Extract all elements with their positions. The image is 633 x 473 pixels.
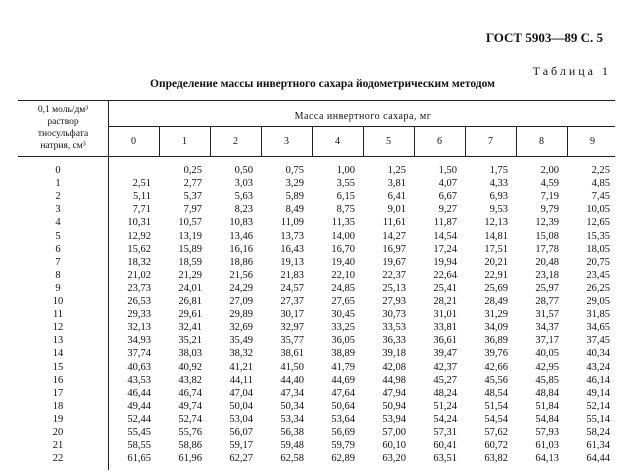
- table-cell: 40,34: [586, 348, 610, 360]
- column-header-7: 7: [488, 136, 493, 147]
- table-cell: 24,57: [280, 282, 304, 294]
- table-cell: 4,07: [438, 178, 457, 190]
- table-cell: 57,93: [535, 427, 559, 438]
- document-header: ГОСТ 5903—89 С. 5: [485, 30, 603, 45]
- table-cell: 26,53: [127, 296, 151, 307]
- table-cell: 63,51: [433, 453, 457, 465]
- row-volume: 9: [55, 282, 61, 294]
- row-header-line-1: 0,1 моль/дм³: [37, 105, 89, 115]
- table-cell: 19,40: [331, 256, 355, 268]
- table-cell: 57,62: [484, 427, 508, 438]
- table-cell: 60,72: [484, 440, 508, 452]
- table-cell: 7,19: [540, 191, 559, 203]
- table-cell: 18,59: [178, 256, 202, 268]
- table-cell: 29,89: [229, 309, 253, 321]
- table-cell: 10,83: [229, 217, 253, 229]
- table-cell: 57,00: [382, 427, 406, 438]
- table-cell: 31,29: [484, 309, 508, 321]
- table-cell: 56,38: [280, 427, 304, 438]
- row-volume: 4: [55, 217, 61, 229]
- table-cell: 34,09: [484, 322, 508, 334]
- table-cell: 12,65: [586, 217, 610, 229]
- row-volume: 6: [55, 243, 61, 255]
- table-cell: 27,65: [331, 296, 355, 307]
- table-cell: 39,18: [382, 348, 406, 360]
- table-cell: 14,54: [433, 230, 457, 242]
- table-cell: 12,92: [127, 230, 151, 242]
- group-header-rule: [108, 126, 615, 127]
- table-cell: 55,45: [127, 427, 151, 438]
- table-label: Таблица 1: [532, 64, 611, 78]
- table-cell: 29,61: [178, 309, 202, 321]
- table-cell: 20,75: [586, 256, 610, 268]
- table-cell: 45,56: [484, 374, 508, 386]
- table-cell: 53,64: [331, 413, 355, 425]
- table-cell: 15,35: [586, 230, 610, 242]
- table-cell: 3,29: [285, 178, 304, 190]
- table-cell: 32,13: [127, 322, 151, 334]
- table-row: [18, 165, 618, 177]
- table-cell: 35,77: [280, 335, 304, 347]
- column-header-0: 0: [131, 136, 136, 147]
- table-cell: 10,57: [178, 217, 202, 229]
- table-cell: 47,94: [382, 387, 406, 399]
- row-volume: 3: [55, 204, 61, 216]
- table-cell: 32,41: [178, 322, 202, 334]
- table-row: [18, 231, 618, 243]
- table-cell: 46,44: [127, 387, 151, 399]
- table-cell: 21,02: [127, 269, 151, 281]
- row-volume: 22: [52, 453, 64, 465]
- table-cell: 57,31: [433, 427, 457, 438]
- table-cell: 23,45: [586, 269, 610, 281]
- table-row: [18, 270, 618, 282]
- table-cell: 11,35: [331, 217, 355, 229]
- table-cell: 61,65: [127, 453, 151, 465]
- table-cell: 23,73: [127, 282, 151, 294]
- table-cell: 46,14: [586, 374, 610, 386]
- table-row: [18, 453, 618, 465]
- table-cell: 60,10: [382, 440, 406, 452]
- table-title: Определение массы инвертного сахара йодометрическим методом: [150, 78, 495, 90]
- table-cell: 37,74: [127, 348, 151, 360]
- table-cell: 21,29: [178, 269, 202, 281]
- table-cell: 43,53: [127, 374, 151, 386]
- table-cell: 25,41: [433, 282, 457, 294]
- table-cell: 19,94: [433, 256, 457, 268]
- column-header-2: 2: [233, 136, 238, 147]
- table-cell: 54,54: [484, 413, 508, 425]
- row-header-label: [18, 104, 108, 152]
- table-cell: 6,67: [438, 191, 457, 203]
- table-cell: 41,21: [229, 361, 253, 373]
- table-cell: 30,17: [280, 309, 304, 321]
- table-cell: 36,05: [331, 335, 355, 347]
- table-cell: 10,05: [586, 204, 610, 216]
- table-cell: 50,94: [382, 400, 406, 412]
- row-volume: 15: [52, 361, 64, 373]
- table-cell: 50,64: [331, 400, 355, 412]
- table-row: [18, 309, 618, 321]
- table-cell: 21,83: [280, 269, 304, 281]
- table-cell: 35,49: [229, 335, 253, 347]
- table-cell: 10,31: [127, 217, 151, 229]
- table-cell: 62,58: [280, 453, 304, 465]
- table-cell: 9,79: [540, 204, 559, 216]
- table-cell: 41,50: [280, 361, 304, 373]
- row-volume: 13: [52, 335, 64, 347]
- table-cell: 34,37: [535, 322, 559, 334]
- table-cell: 24,85: [331, 282, 355, 294]
- table-cell: 36,89: [484, 335, 508, 347]
- table-cell: 64,13: [535, 453, 559, 465]
- table-cell: 50,34: [280, 400, 304, 412]
- table-cell: 27,93: [382, 296, 406, 307]
- table-cell: 25,69: [484, 282, 508, 294]
- table-cell: 58,24: [586, 427, 610, 438]
- table-cell: 1,50: [438, 165, 457, 176]
- table-cell: 61,03: [535, 440, 559, 452]
- table-cell: 25,13: [382, 282, 406, 294]
- table-row: [18, 244, 618, 256]
- row-volume: 10: [52, 296, 64, 307]
- table-cell: 8,49: [285, 204, 304, 216]
- table-cell: 24,29: [229, 282, 253, 294]
- table-cell: 47,64: [331, 387, 355, 399]
- table-row: [18, 388, 618, 400]
- table-row: [18, 375, 618, 387]
- table-cell: 27,37: [280, 296, 304, 307]
- table-cell: 41,79: [331, 361, 355, 373]
- column-header-6: 6: [437, 136, 442, 147]
- table-cell: 53,94: [382, 413, 406, 425]
- table-cell: 37,45: [586, 335, 610, 347]
- table-cell: 17,51: [484, 243, 508, 255]
- table-cell: 20,48: [535, 256, 559, 268]
- table-cell: 9,53: [489, 204, 508, 216]
- row-volume: 14: [52, 348, 64, 360]
- table-cell: 45,85: [535, 374, 559, 386]
- table-cell: 59,48: [280, 440, 304, 452]
- table-cell: 52,74: [178, 413, 202, 425]
- table-cell: 31,85: [586, 309, 610, 321]
- table-cell: 16,70: [331, 243, 355, 255]
- table-cell: 5,11: [133, 191, 151, 203]
- row-volume: 17: [52, 387, 64, 399]
- table-cell: 38,89: [331, 348, 355, 360]
- table-cell: 0,50: [234, 165, 253, 176]
- table-cell: 8,75: [336, 204, 355, 216]
- table-cell: 21,56: [229, 269, 253, 281]
- row-volume: 19: [52, 413, 64, 425]
- table-row: [18, 178, 618, 190]
- table-cell: 15,08: [535, 230, 559, 242]
- table-cell: 43,24: [586, 361, 610, 373]
- row-volume: 5: [55, 230, 61, 242]
- table-cell: 31,57: [535, 309, 559, 321]
- table-row: [18, 204, 618, 216]
- table-cell: 56,69: [331, 427, 355, 438]
- table-cell: 55,76: [178, 427, 202, 438]
- table-cell: 0,25: [183, 165, 202, 176]
- table-cell: 45,27: [433, 374, 457, 386]
- table-row: [18, 414, 618, 426]
- table-cell: 7,45: [591, 191, 610, 203]
- table-cell: 42,95: [535, 361, 559, 373]
- table-cell: 42,37: [433, 361, 457, 373]
- table-cell: 22,37: [382, 269, 406, 281]
- table-cell: 34,65: [586, 322, 610, 334]
- table-cell: 19,67: [382, 256, 406, 268]
- table-cell: 59,79: [331, 440, 355, 452]
- table-cell: 61,34: [586, 440, 610, 452]
- table-cell: 31,01: [433, 309, 457, 321]
- row-volume: 11: [52, 309, 64, 321]
- table-row: [18, 191, 618, 203]
- table-cell: 2,00: [540, 165, 559, 176]
- table-cell: 62,89: [331, 453, 355, 465]
- table-cell: 56,07: [229, 427, 253, 438]
- table-cell: 4,33: [489, 178, 508, 190]
- table-cell: 33,25: [331, 322, 355, 334]
- column-header-8: 8: [539, 136, 544, 147]
- table-cell: 9,27: [438, 204, 457, 216]
- table-cell: 52,44: [127, 413, 151, 425]
- table-cell: 55,14: [586, 413, 610, 425]
- table-cell: 11,61: [382, 217, 406, 229]
- table-cell: 32,69: [229, 322, 253, 334]
- table-cell: 49,74: [178, 400, 202, 412]
- table-cell: 16,16: [229, 243, 253, 255]
- table-cell: 44,40: [280, 374, 304, 386]
- table-row: [18, 257, 618, 269]
- column-header-4: 4: [335, 136, 340, 147]
- table-cell: 47,04: [229, 387, 253, 399]
- table-cell: 13,19: [178, 230, 202, 242]
- table-cell: 49,44: [127, 400, 151, 412]
- table-cell: 11,87: [433, 217, 457, 229]
- table-cell: 43,82: [178, 374, 202, 386]
- table-cell: 5,37: [183, 191, 202, 203]
- table-cell: 51,24: [433, 400, 457, 412]
- row-header-line-2: раствор: [47, 117, 79, 127]
- table-cell: 30,73: [382, 309, 406, 321]
- table-cell: 39,47: [433, 348, 457, 360]
- table-cell: 42,66: [484, 361, 508, 373]
- table-cell: 44,11: [229, 374, 253, 386]
- table-cell: 26,81: [178, 296, 202, 307]
- table-cell: 38,32: [229, 348, 253, 360]
- table-cell: 22,91: [484, 269, 508, 281]
- table-cell: 5,63: [234, 191, 253, 203]
- table-cell: 61,96: [178, 453, 202, 465]
- table-cell: 44,69: [331, 374, 355, 386]
- table-cell: 16,43: [280, 243, 304, 255]
- table-cell: 7,97: [183, 204, 202, 216]
- table-cell: 53,04: [229, 413, 253, 425]
- table-cell: 29,33: [127, 309, 151, 321]
- table-row: [18, 322, 618, 334]
- table-cell: 28,49: [484, 296, 508, 307]
- table-cell: 18,86: [229, 256, 253, 268]
- table-cell: 15,62: [127, 243, 151, 255]
- table-cell: 28,77: [535, 296, 559, 307]
- table-cell: 12,39: [535, 217, 559, 229]
- row-volume: 1: [55, 178, 61, 190]
- table-cell: 3,03: [234, 178, 253, 190]
- table-cell: 23,18: [535, 269, 559, 281]
- row-volume: 7: [55, 256, 61, 268]
- table-cell: 39,76: [484, 348, 508, 360]
- table-cell: 6,41: [387, 191, 406, 203]
- table-row: [18, 440, 618, 452]
- table-cell: 48,84: [535, 387, 559, 399]
- column-header-3: 3: [284, 136, 289, 147]
- table-cell: 7,71: [132, 204, 151, 216]
- table-cell: 14,81: [484, 230, 508, 242]
- table-cell: 1,25: [387, 165, 406, 176]
- table-cell: 3,55: [336, 178, 355, 190]
- column-header-9: 9: [590, 136, 595, 147]
- table-cell: 26,25: [586, 282, 610, 294]
- table-cell: 0,75: [285, 165, 304, 176]
- table-cell: 36,33: [382, 335, 406, 347]
- table-cell: 17,24: [433, 243, 457, 255]
- table-cell: 51,54: [484, 400, 508, 412]
- table-cell: 34,93: [127, 335, 151, 347]
- table-cell: 14,27: [382, 230, 406, 242]
- table-cell: 1,75: [489, 165, 508, 176]
- table-cell: 4,85: [591, 178, 610, 190]
- table-cell: 28,21: [433, 296, 457, 307]
- table-row: [18, 217, 618, 229]
- table-cell: 47,34: [280, 387, 304, 399]
- table-row: [18, 401, 618, 413]
- table-cell: 44,98: [382, 374, 406, 386]
- table-cell: 38,03: [178, 348, 202, 360]
- row-volume: 21: [52, 440, 64, 452]
- table-cell: 63,20: [382, 453, 406, 465]
- table-cell: 49,14: [586, 387, 610, 399]
- table-cell: 11,09: [280, 217, 304, 229]
- table-cell: 37,17: [535, 335, 559, 347]
- row-volume: 16: [52, 374, 64, 386]
- table-cell: 40,92: [178, 361, 202, 373]
- table-cell: 17,78: [535, 243, 559, 255]
- table-cell: 54,84: [535, 413, 559, 425]
- table-cell: 12,13: [484, 217, 508, 229]
- table-cell: 18,32: [127, 256, 151, 268]
- table-cell: 1,00: [336, 165, 355, 176]
- table-cell: 59,17: [229, 440, 253, 452]
- table-cell: 58,86: [178, 440, 202, 452]
- table-cell: 54,24: [433, 413, 457, 425]
- table-cell: 40,63: [127, 361, 151, 373]
- table-cell: 3,81: [387, 178, 406, 190]
- table-cell: 14,00: [331, 230, 355, 242]
- table-cell: 19,13: [280, 256, 304, 268]
- table-cell: 15,89: [178, 243, 202, 255]
- table-cell: 13,46: [229, 230, 253, 242]
- table-cell: 62,27: [229, 453, 253, 465]
- table-cell: 53,34: [280, 413, 304, 425]
- table-cell: 5,89: [285, 191, 304, 203]
- table-cell: 36,61: [433, 335, 457, 347]
- table-cell: 6,93: [489, 191, 508, 203]
- table-cell: 42,08: [382, 361, 406, 373]
- row-volume: 8: [55, 269, 61, 281]
- group-header: Масса инвертного сахара, мг: [294, 111, 432, 122]
- table-cell: 25,97: [535, 282, 559, 294]
- table-cell: 2,51: [132, 178, 151, 190]
- table-cell: 58,55: [127, 440, 151, 452]
- table-cell: 64,44: [586, 453, 610, 465]
- column-header-1: 1: [182, 136, 187, 147]
- table-cell: 35,21: [178, 335, 202, 347]
- table-cell: 6,15: [336, 191, 355, 203]
- table-cell: 33,81: [433, 322, 457, 334]
- table-row: [18, 427, 618, 439]
- table-cell: 60,41: [433, 440, 457, 452]
- table-cell: 50,04: [229, 400, 253, 412]
- table-cell: 33,53: [382, 322, 406, 334]
- table-row: [18, 348, 618, 360]
- row-volume: 18: [52, 400, 64, 412]
- table-cell: 2,77: [183, 178, 202, 190]
- table-cell: 38,61: [280, 348, 304, 360]
- row-volume: 20: [52, 427, 64, 438]
- table-cell: 20,21: [484, 256, 508, 268]
- table-cell: 24,01: [178, 282, 202, 294]
- table-cell: 40,05: [535, 348, 559, 360]
- table-row: [18, 283, 618, 295]
- table-row: [18, 362, 618, 374]
- row-volume: 2: [55, 191, 61, 203]
- table-cell: 63,82: [484, 453, 508, 465]
- table-cell: 8,23: [234, 204, 253, 216]
- table-cell: 48,54: [484, 387, 508, 399]
- table-cell: 18,05: [586, 243, 610, 255]
- row-header-line-3: тиосульфата: [37, 129, 89, 139]
- table-cell: 13,73: [280, 230, 304, 242]
- table-cell: 30,45: [331, 309, 355, 321]
- table-cell: 4,59: [540, 178, 559, 190]
- row-volume: 0: [55, 165, 61, 176]
- table-cell: 27,09: [229, 296, 253, 307]
- table-cell: 16,97: [382, 243, 406, 255]
- table-cell: 32,97: [280, 322, 304, 334]
- table-row: [18, 335, 618, 347]
- table-cell: 46,74: [178, 387, 202, 399]
- table-cell: 2,25: [591, 165, 610, 176]
- row-header-line-4: натрия, см³: [40, 141, 86, 151]
- table-cell: 22,10: [331, 269, 355, 281]
- table-cell: 22,64: [433, 269, 457, 281]
- table-cell: 29,05: [586, 296, 610, 307]
- table-cell: 51,84: [535, 400, 559, 412]
- row-volume: 12: [52, 322, 64, 334]
- table-cell: 48,24: [433, 387, 457, 399]
- table-row: [18, 296, 618, 308]
- table-cell: 9,01: [387, 204, 406, 216]
- table-cell: 52,14: [586, 400, 610, 412]
- column-header-5: 5: [386, 136, 391, 147]
